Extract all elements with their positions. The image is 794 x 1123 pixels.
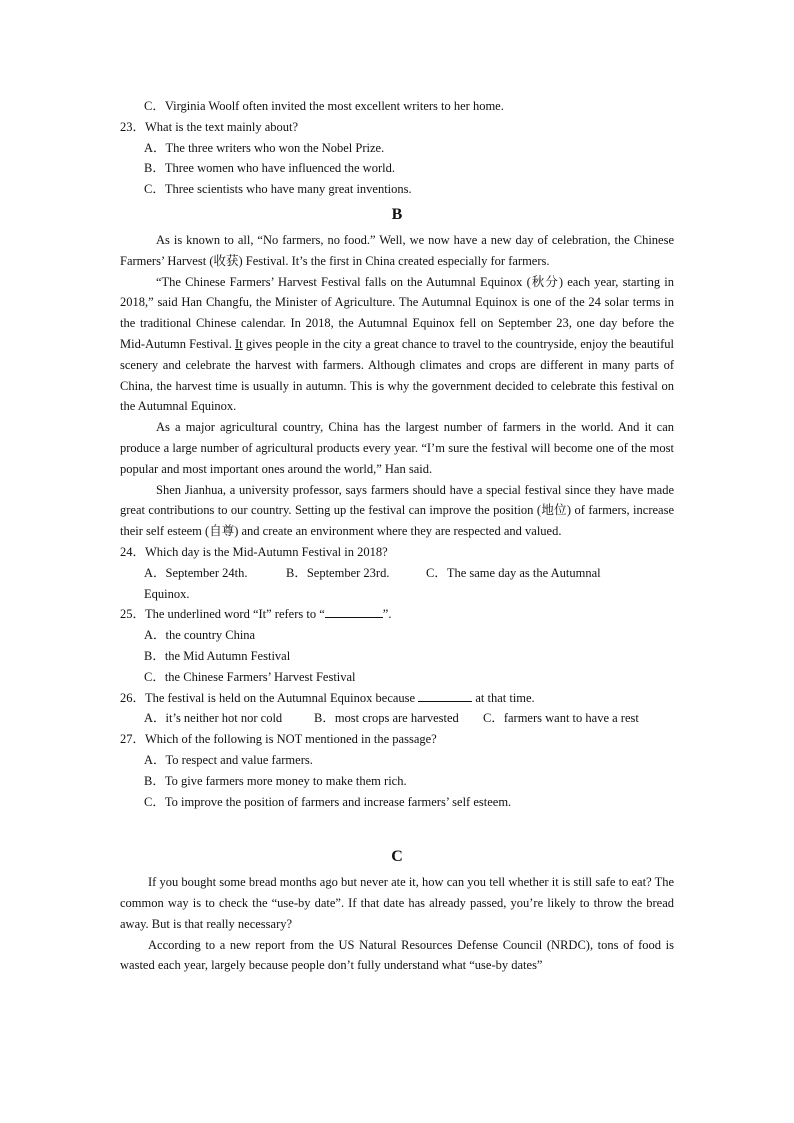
q26-option-c: C．farmers want to have a rest bbox=[483, 711, 639, 726]
q24-option-b: B．September 23rd. bbox=[286, 565, 390, 580]
q23-question: 23．What is the text mainly about? bbox=[120, 119, 299, 134]
q23-option-c: C．Three scientists who have many great inventions. bbox=[144, 182, 412, 197]
paragraph-2-text-after: gives people in the city a great chance to travel to the countryside, enjoy the beautiful scenery and celebrate the harvest with farmers. Although climates and crops are different in many parts of China, the harvest time is usually in autumn. This is why the government decided to celebrate this festival on the Autumnal Equinox. bbox=[120, 336, 675, 414]
q25-option-c: C．the Chinese Farmers’ Harvest Festival bbox=[144, 669, 356, 684]
q24-option-a: A．September 24th. bbox=[144, 565, 248, 580]
section-b-paragraph-1: As is known to all, “No farmers, no food.” Well, we now have a new day of celebration, the Chinese Farmers’ Harvest (收获) Festival. It’s the first in China created especially for farmers. bbox=[120, 232, 674, 268]
q23-option-a: A．The three writers who won the Nobel Prize. bbox=[144, 140, 385, 155]
q26-question-end: at that time. bbox=[472, 690, 535, 705]
section-b-paragraph-3: As a major agricultural country, China has the largest number of farmers in the world. And it can produce a large number of agricultural products every year. “I’m sure the festival will become one of the most popular and most important ones around the world,” Han said. bbox=[120, 420, 674, 476]
q22-option-c: C．Virginia Woolf often invited the most excellent writers to her home. bbox=[144, 99, 504, 113]
q26-options-row bbox=[120, 708, 674, 729]
q27-option-b: B．To give farmers more money to make them rich. bbox=[144, 773, 407, 788]
q24-option-c-continued: Equinox. bbox=[144, 586, 190, 601]
section-c-heading: C bbox=[391, 848, 403, 866]
q25-option-a: A．the country China bbox=[144, 628, 256, 643]
exam-page bbox=[120, 96, 674, 976]
q26-question bbox=[120, 688, 674, 709]
underlined-word-it: It bbox=[235, 336, 243, 351]
q23-option-b: B．Three women who have influenced the world. bbox=[144, 161, 395, 176]
q24-question: 24．Which day is the Mid-Autumn Festival in 2018? bbox=[120, 544, 388, 559]
section-b-paragraph-2 bbox=[120, 272, 674, 418]
section-b-heading: B bbox=[391, 205, 403, 223]
q27-option-c: C．To improve the position of farmers and increase farmers’ self esteem. bbox=[144, 794, 512, 809]
section-c-paragraph-2: According to a new report from the US Natural Resources Defense Council (NRDC), tons of food is wasted each year, largely because people don’t fully understand what “use-by dates” bbox=[120, 937, 674, 973]
q27-option-a: A．To respect and value farmers. bbox=[144, 752, 313, 767]
q26-option-b: B．most crops are harvested bbox=[314, 711, 459, 726]
q24-option-c: C．The same day as the Autumnal bbox=[426, 565, 601, 580]
q25-question-end: ”. bbox=[382, 607, 392, 622]
q27-question: 27．Which of the following is NOT mentioned in the passage? bbox=[120, 732, 437, 747]
q25-question bbox=[120, 604, 674, 625]
q26-option-a: A．it’s neither hot nor cold bbox=[144, 711, 283, 726]
q26-answer-blank bbox=[418, 689, 472, 702]
paragraph-2-text-before: “The Chinese Farmers’ Harvest Festival falls on the Autumnal Equinox (秋分) each year, starting in 2018,” said Han Changfu, the Minister of Agriculture. The Autumnal Equinox is one of the 24 solar terms in the traditional Chinese calendar. In 2018, the Autumnal Equinox fell on September 23, one day before the Mid-Autumn Festival. bbox=[120, 274, 674, 351]
q25-answer-blank bbox=[325, 605, 383, 618]
q25-question-text: 25．The underlined word “It” refers to “ bbox=[120, 607, 325, 622]
section-c-paragraph-1: If you bought some bread months ago but never ate it, how can you tell whether it is still safe to eat? The common way is to check the “use-by date”. If that date has already passed, you’re likely to throw the bread away. But is that really necessary? bbox=[120, 875, 674, 931]
q26-question-text: 26．The festival is held on the Autumnal Equinox because bbox=[120, 690, 419, 705]
section-b-paragraph-4: Shen Jianhua, a university professor, says farmers should have a special festival since they have made great contributions to our country. Setting up the festival can improve the position (地位) of farmers, increase their self esteem (自尊) and create an environment where they are respected and valued. bbox=[120, 482, 674, 539]
q25-option-b: B．the Mid Autumn Festival bbox=[144, 648, 291, 663]
q24-options-row bbox=[120, 563, 674, 584]
